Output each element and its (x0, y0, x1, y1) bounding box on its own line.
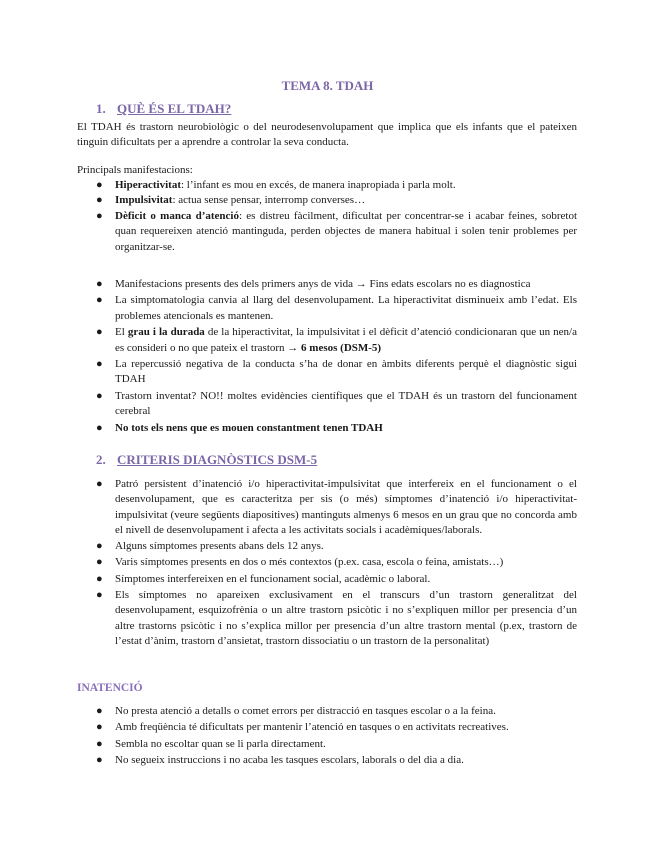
item-text: La repercussió negativa de la conducta s’ha de donar en àmbits diferents perquè el diagnòstic sigui TDAH (115, 358, 577, 386)
bullet-icon: ● (96, 209, 103, 222)
definition: : es distreu fàcilment, dificultat per concentrar-se i acabar feines, sobretot quan requereixen atenció mantinguda, perden objectes de manera habitual i solen tenir problemes per organitzar-se. (115, 209, 577, 253)
bullet-icon: ● (96, 754, 103, 767)
item-text: No presta atenció a detalls o comet errors per distracció en tasques escolar o a la feina. (115, 705, 496, 717)
list-item (77, 421, 577, 436)
list-item (77, 572, 577, 587)
criteria-list (77, 477, 577, 649)
list-item (77, 704, 577, 719)
bullet-icon: ● (96, 358, 103, 371)
section1-intro: El TDAH és trastorn neurobiològic o del neurodesenvolupament que implica que els infants que el pateixen tinguin dificultats per a aprendre a controlar la seva conducta. (77, 121, 577, 148)
bullet-icon: ● (96, 721, 103, 734)
term: Dèficit o manca d’atenció (115, 209, 239, 222)
definition: : l’infant es mou en excés, de manera inapropiada i parla molt. (180, 179, 456, 191)
bullet-icon: ● (96, 540, 103, 553)
item-text: La simptomatologia canvia al llarg del desenvolupament. La hiperactivitat disminueix amb l’edat. Els problemes atencionals es mantenen. (115, 294, 577, 322)
list-item (77, 477, 577, 538)
item-text: Alguns símptomes presents abans dels 12 anys. (115, 540, 324, 553)
item-text: Varis símptomes presents en dos o més contextos (p.ex. casa, escola o feina, amistats…) (115, 556, 504, 569)
bullet-icon: ● (96, 326, 103, 339)
item-text: Amb freqüència té dificultats per mantenir l’atenció en tasques o en activitats recreatives. (115, 721, 509, 734)
key-points-list (77, 277, 577, 436)
section1-title: QUÈ ÉS EL TDAH? (117, 101, 232, 116)
section2-title: CRITERIS DIAGNÒSTICS DSM-5 (117, 452, 318, 467)
list-item (77, 588, 577, 649)
definition: : actua sense pensar, interromp converses… (172, 194, 366, 207)
item-text: No segueix instruccions i no acaba les tasques escolars, laborals o del dia a dia. (115, 754, 464, 767)
list-item (77, 539, 577, 554)
list-item (77, 357, 577, 388)
item-text: El (115, 326, 128, 339)
item-text: Patró persistent d’inatenció i/o hiperactivitat-impulsivitat que interfereix en el funcionament o el desenvolupament, que es caracteritza per sis (o més) símptomes d’inatenció i/o hiperactivitat-impulsivitat (veure següents diapositives) mantinguts almenys 6 mesos en un grau que no concorda amb el nivell de desenvolupament i afecta a les activitats socials i acadèmiques/laborals. (115, 478, 577, 536)
item-bold: grau i la durada (127, 326, 205, 339)
bullet-icon: ● (96, 737, 103, 750)
bullet-icon: ● (96, 294, 103, 307)
bullet-icon: ● (96, 705, 103, 717)
list-item (77, 277, 577, 292)
bullet-icon: ● (96, 572, 103, 585)
section1-number: 1. (96, 101, 106, 116)
item-text: de la hiperactivitat, la impulsivitat i el dèficit d’atenció condicionaran que un nen/a es consideri o no que pateix el trastorn → (115, 326, 577, 354)
section2-heading (96, 452, 317, 468)
manifestations-list (77, 178, 577, 255)
section2-number: 2. (96, 452, 106, 467)
item-bold: 6 mesos (DSM-5) (301, 341, 382, 354)
list-item (77, 209, 577, 255)
list-item (77, 737, 577, 752)
bullet-icon: ● (96, 278, 103, 290)
bullet-icon: ● (96, 421, 103, 434)
list-item (77, 720, 577, 735)
bullet-icon: ● (96, 478, 103, 490)
item-text: Trastorn inventat? NO!! moltes evidències científiques que el TDAH és un trastorn del funcionament cerebral (115, 389, 577, 418)
bullet-icon: ● (96, 556, 103, 569)
manifestations-label: Principals manifestacions: (77, 164, 193, 176)
bullet-icon: ● (96, 389, 103, 402)
bullet-icon: ● (96, 194, 103, 207)
bullet-icon: ● (96, 179, 103, 191)
list-item (77, 325, 577, 356)
list-item (77, 555, 577, 570)
list-item (77, 389, 577, 420)
list-item (77, 753, 577, 768)
document-title: TEMA 8. TDAH (281, 78, 374, 93)
item-bold: No tots els nens que es mouen constantment tenen TDAH (115, 421, 383, 434)
item-text: Els símptomes no apareixen exclusivament en el transcurs d’un trastorn generalitzat del desenvolupament, esquizofrènia o un altre trastorn psicòtic i no s’expliquen millor per presencia d’un altre trastorns psicòtic i no s’explica millor per presencia d’un altre trastorn mental (p.ex, trastorn de l’estat d’ànim, trastorn d’ansietat, trastorn dissociatiu o un trastorn de la personalitat) (115, 589, 577, 647)
item-text: Sembla no escoltar quan se li parla directament. (115, 737, 326, 750)
inatencio-heading: INATENCIÓ (77, 682, 143, 694)
list-item (77, 293, 577, 324)
term: Impulsivitat (115, 194, 173, 207)
inatencio-list (77, 704, 577, 769)
list-item (77, 193, 577, 208)
term: Hiperactivitat (115, 179, 181, 191)
item-text: Símptomes interfereixen en el funcionament social, acadèmic o laboral. (115, 572, 431, 585)
bullet-icon: ● (96, 589, 103, 602)
item-text: Manifestacions presents des dels primers anys de vida → Fins edats escolars no es diagnostica (115, 278, 531, 290)
list-item (77, 178, 577, 193)
section1-heading (96, 101, 231, 117)
